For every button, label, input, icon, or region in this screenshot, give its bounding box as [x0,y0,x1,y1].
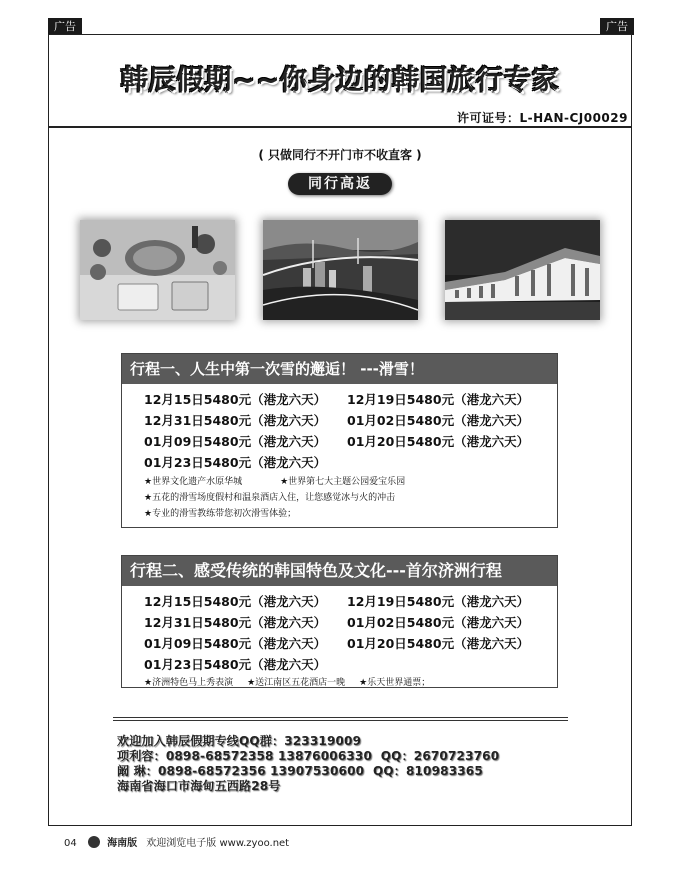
trade-only-note: ( 只做同行不开门市不收直客 ) [258,148,422,162]
route-one-feature: ★世界第七大主题公园爱宝乐园 [280,477,406,487]
route-one-date: 12月15日5480元（港龙六天） [144,392,327,407]
night-bridge-photo [263,220,418,320]
route-two-date: 01月20日5480元（港龙六天） [347,636,530,651]
route-two-date: 12月15日5480元（港龙六天） [144,594,327,609]
edition-label: 海南版 [107,838,138,849]
food-photo [80,220,235,320]
route-one-title: 行程一、人生中第一次雪的邂逅！ ---滑雪！ [122,354,557,384]
route-two-title: 行程二、感受传统的韩国特色及文化---首尔济洲行程 [122,556,557,586]
route-one-feature: ★专业的滑雪教练带您初次滑雪体验； [144,509,297,519]
page-number: 04 [64,838,77,849]
route-two-box [121,555,558,688]
route-two-date: 01月09日5480元（港龙六天） [144,636,327,651]
page-footer [64,834,289,849]
route-two-dates [122,586,557,675]
contact-phones: 0898-68572358 13876006330 [165,749,373,763]
route-two-feature: ★济洲特色马上秀表演 [144,678,234,688]
peer-rebate-badge: 同行高返 [288,173,392,195]
contact-qq: QQ：810983365 [372,764,483,778]
route-one-features [122,474,557,522]
route-one-feature: ★五花的滑雪场度假村和温泉酒店入住，让您感觉冰与火的冲击 [144,493,396,503]
route-two-feature: ★乐天世界通票； [359,678,431,688]
route-two-date: 01月23日5480元（港龙六天） [144,657,327,672]
route-one-date: 12月31日5480元（港龙六天） [144,413,327,428]
route-one-box [121,353,558,528]
route-one-date: 01月20日5480元（港龙六天） [347,434,530,449]
publication-logo-icon [88,836,100,848]
route-two-date: 12月31日5480元（港龙六天） [144,615,327,630]
contact-qq: QQ：2670723760 [380,749,500,763]
contact-name: 阚 琳： [117,764,158,778]
contact-line [117,749,577,764]
route-two-feature: ★送江南区五花酒店一晚 [247,678,346,688]
contact-line [117,764,577,779]
divider-top [49,126,631,128]
route-one-dates [122,384,557,473]
route-one-date: 12月19日5480元（港龙六天） [347,392,530,407]
contact-phones: 0898-68572356 13907530600 [157,764,365,778]
route-one-date: 01月09日5480元（港龙六天） [144,434,327,449]
license-number: 许可证号：L-HAN-CJ00029 [456,111,628,125]
address-line: 海南省海口市海甸五西路28号 [117,779,281,793]
divider-bottom [113,717,568,721]
route-one-date: 01月02日5480元（港龙六天） [347,413,530,428]
route-two-features [122,675,557,691]
footer-url[interactable]: www.zyoo.net [219,838,290,849]
route-one-feature: ★世界文化遗产水原华城 [144,477,243,487]
route-two-date: 12月19日5480元（港龙六天） [347,594,530,609]
route-two-date: 01月02日5480元（港龙六天） [347,615,530,630]
contact-block [117,734,577,794]
route-one-date: 01月23日5480元（港龙六天） [144,455,327,470]
footer-slogan: 欢迎浏览电子版 [146,838,217,849]
palace-photo [445,220,600,320]
ad-tag-left: 广告 [48,18,82,35]
headline: 韩辰假期~~你身边的韩国旅行专家 [120,65,560,96]
contact-name: 项利容： [117,749,166,763]
ad-tag-right: 广告 [600,18,634,35]
qq-group-line: 欢迎加入韩辰假期专线QQ群：323319009 [117,734,362,748]
